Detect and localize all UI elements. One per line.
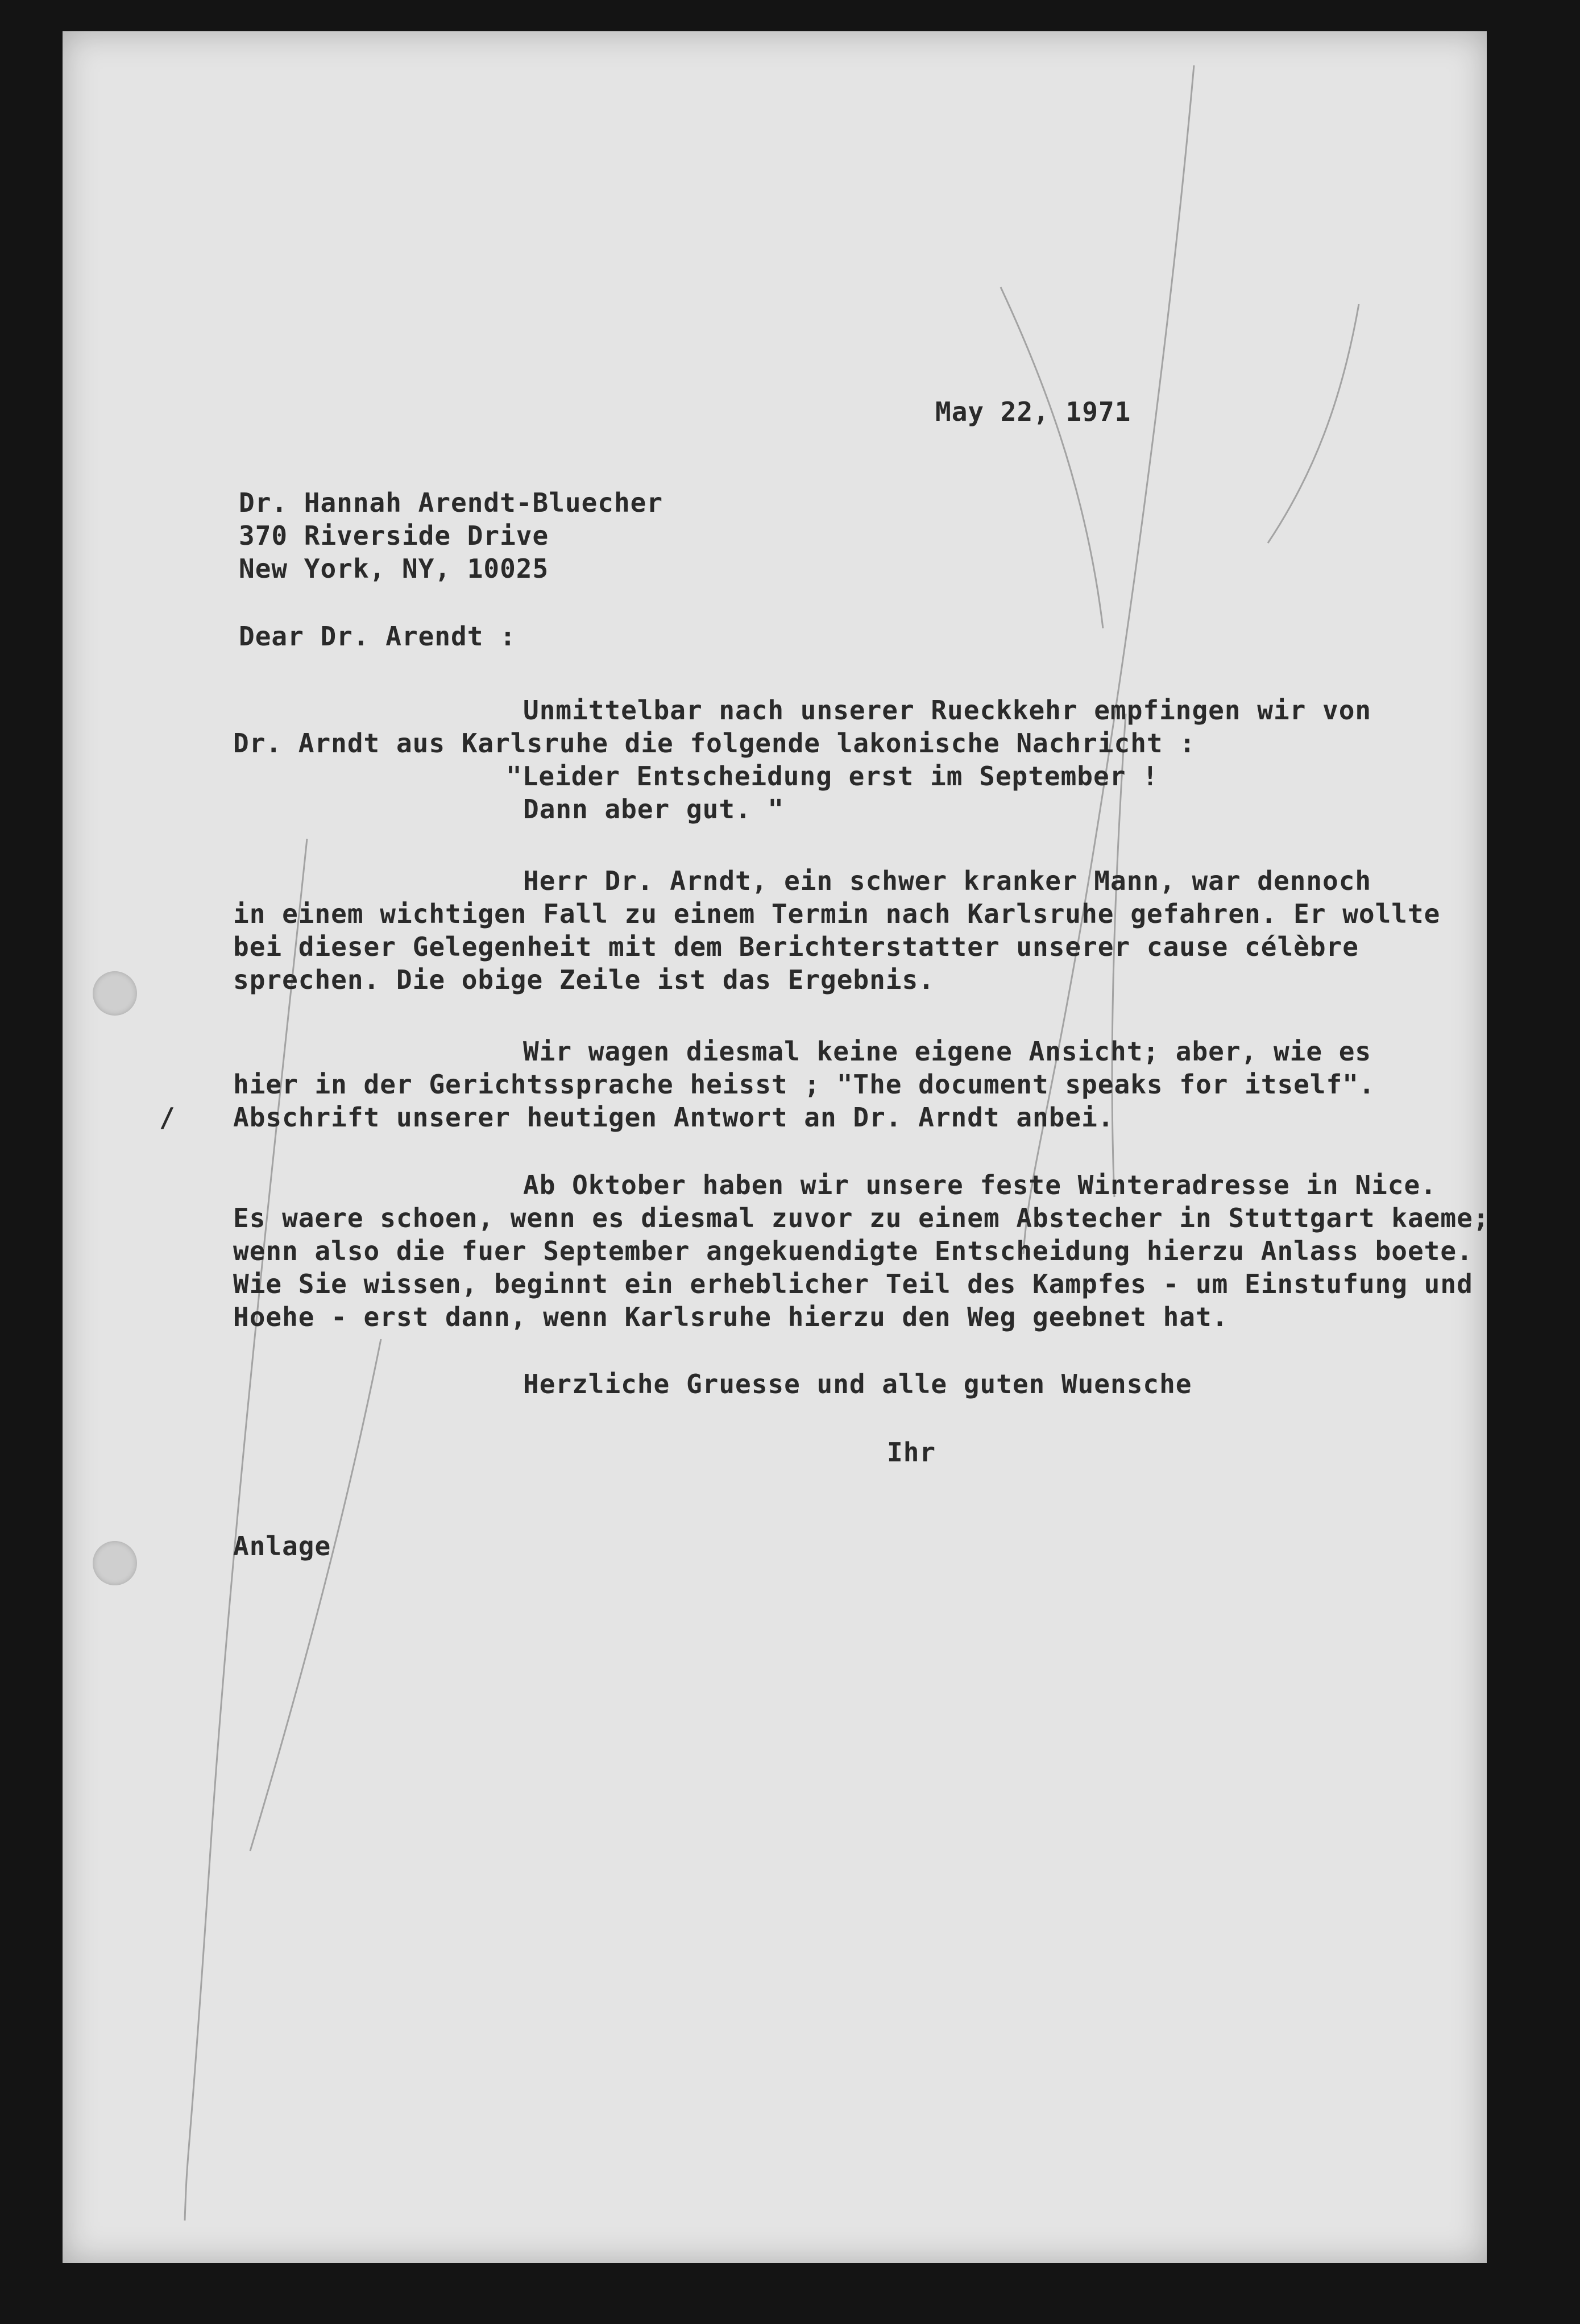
scratch-marks (63, 31, 1490, 2263)
salutation: Dear Dr. Arendt : (239, 621, 516, 652)
paragraph-2-line-4: sprechen. Die obige Zeile ist das Ergebnis. (233, 964, 935, 995)
paragraph-1-line-1: Unmittelbar nach unserer Rueckkehr empfingen wir von (523, 695, 1372, 726)
paragraph-4-line-5: Hoehe - erst dann, wenn Karlsruhe hierzu den Weg geebnet hat. (233, 1302, 1229, 1332)
recipient-street: 370 Riverside Drive (239, 520, 549, 551)
signature: Ihr (887, 1437, 936, 1468)
paragraph-4-line-4: Wie Sie wissen, beginnt ein erheblicher Teil des Kampfes - um Einstufung und (233, 1269, 1473, 1299)
paragraph-4-line-2: Es waere schoen, wenn es diesmal zuvor zu einem Abstecher in Stuttgart kaeme; (233, 1203, 1490, 1233)
paragraph-3-line-2: hier in der Gerichtssprache heisst ; "The document speaks for itself". (233, 1069, 1375, 1100)
letter-date: May 22, 1971 (935, 396, 1131, 427)
paragraph-3-line-1: Wir wagen diesmal keine eigene Ansicht; aber, wie es (523, 1036, 1372, 1067)
paragraph-2-line-1: Herr Dr. Arndt, ein schwer kranker Mann, war dennoch (523, 865, 1372, 896)
margin-mark: / (159, 1102, 176, 1133)
paragraph-2-line-3: bei dieser Gelegenheit mit dem Berichterstatter unserer cause célèbre (233, 931, 1359, 962)
paragraph-2-line-2: in einem wichtigen Fall zu einem Termin nach Karlsruhe gefahren. Er wollte (233, 898, 1441, 929)
enclosure-note: Anlage (233, 1531, 331, 1561)
recipient-name: Dr. Hannah Arendt-Bluecher (239, 487, 663, 518)
paragraph-1-line-4: Dann aber gut. " (523, 794, 785, 825)
paragraph-1-line-2: Dr. Arndt aus Karlsruhe die folgende lakonische Nachricht : (233, 728, 1196, 759)
paragraph-4-line-3: wenn also die fuer September angekuendigte Entscheidung hierzu Anlass boete. (233, 1236, 1473, 1266)
recipient-city: New York, NY, 10025 (239, 553, 549, 584)
paragraph-3-line-3: Abschrift unserer heutigen Antwort an Dr. Arndt anbei. (233, 1102, 1114, 1133)
paragraph-4-line-1: Ab Oktober haben wir unsere feste Winteradresse in Nice. (523, 1170, 1437, 1200)
letter-page (63, 31, 1490, 2263)
paragraph-1-line-3: "Leider Entscheidung erst im September ! (506, 761, 1159, 792)
closing: Herzliche Gruesse und alle guten Wuensche (523, 1369, 1192, 1399)
